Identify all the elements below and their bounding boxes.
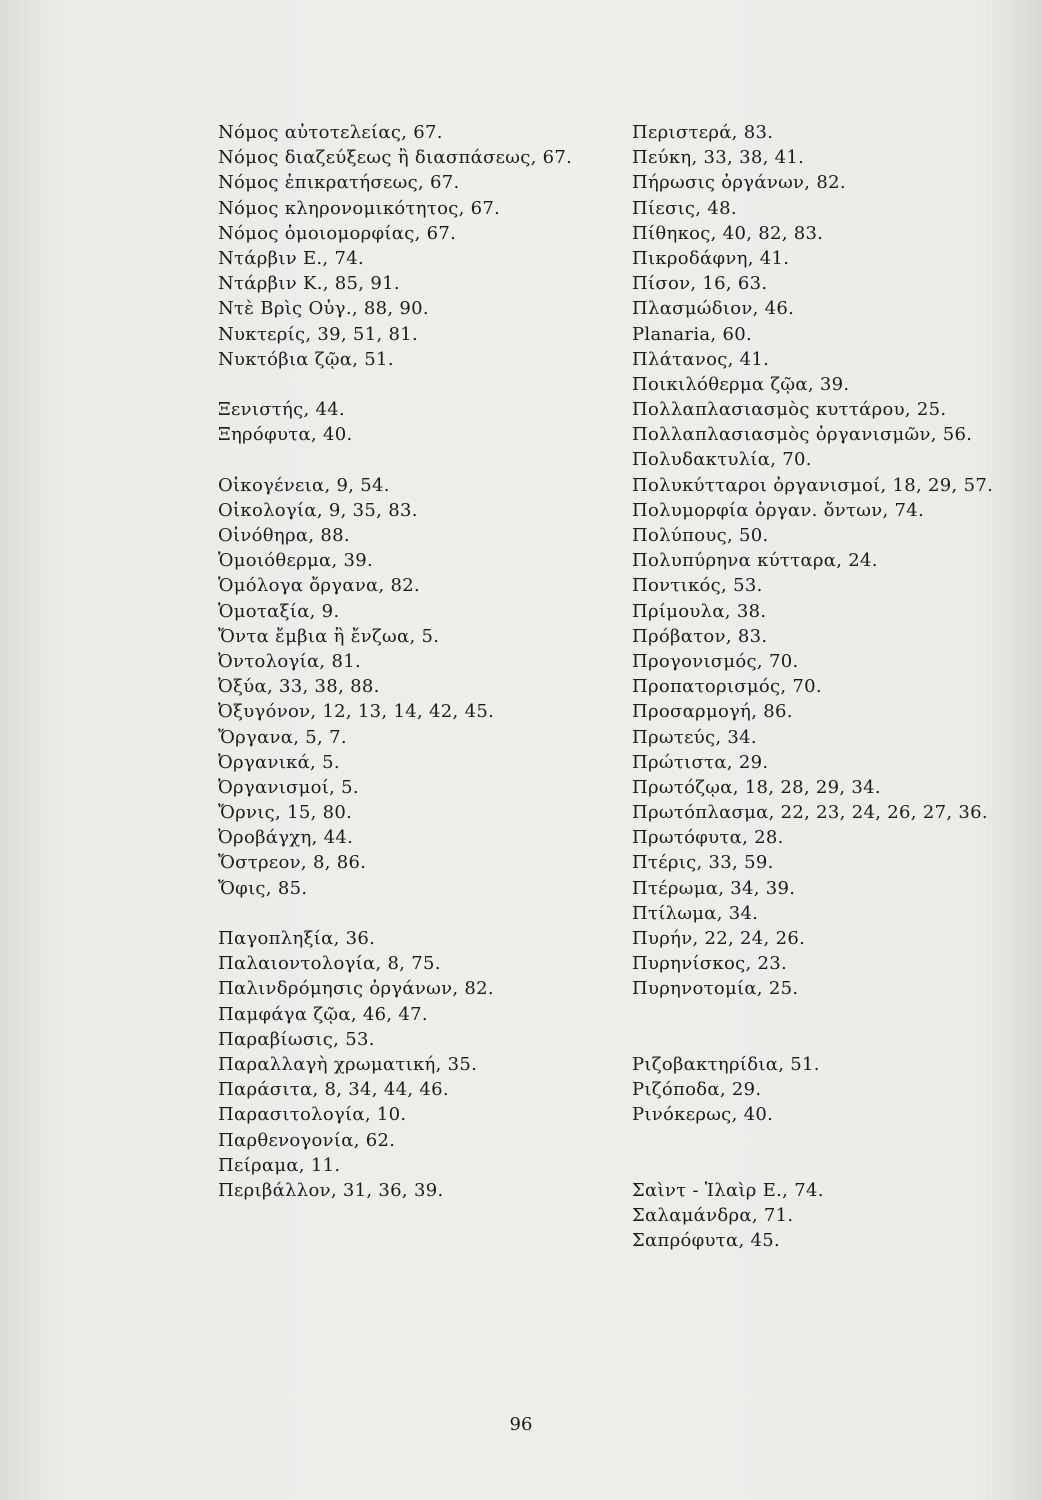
index-entry: Ὀροβάγχη, 44.	[218, 827, 354, 849]
index-entry: Πτέρις, 33, 59.	[632, 852, 774, 874]
index-entry: Περιστερά, 83.	[632, 122, 774, 143]
index-entry: Πίεσις, 48.	[632, 197, 737, 219]
index-entry: Πτίλωμα, 34.	[632, 902, 759, 924]
index-entry: Πρωτόφυτα, 28.	[632, 827, 784, 849]
index-entry: Σαὶντ - Ἱλαὶρ Ε., 74.	[632, 1179, 824, 1201]
index-entry: Πυρηνοτομία, 25.	[632, 978, 799, 1000]
index-entry: Οἰκογένεια, 9, 54.	[218, 474, 390, 496]
index-entry: Ὁμοιόθερμα, 39.	[218, 550, 374, 572]
index-entry: Προπατορισμός, 70.	[632, 676, 822, 698]
index-spacer	[218, 372, 618, 397]
index-entry: Παλινδρόμησις ὀργάνων, 82.	[218, 978, 494, 1000]
index-entry: Ὀξυγόνον, 12, 13, 14, 42, 45.	[218, 701, 495, 723]
index-entry: Πήρωσις ὀργάνων, 82.	[632, 172, 846, 194]
index-entry: Νόμος κληρονομικότητος, 67.	[218, 197, 501, 219]
index-entry: Νόμος ἐπικρατήσεως, 67.	[218, 172, 460, 194]
index-spacer	[632, 1128, 1037, 1153]
index-spacer	[632, 1002, 1037, 1027]
index-entry: Οἰνόθηρα, 88.	[218, 525, 350, 546]
index-entry: Ντὲ Βρὶς Οὐγ., 88, 90.	[218, 298, 429, 320]
index-entry: Πολυμορφία ὀργαν. ὄντων, 74.	[632, 499, 925, 521]
index-entry: Πλασμώδιον, 46.	[632, 298, 795, 320]
index-entry: Ποντικός, 53.	[632, 575, 763, 597]
index-entry: Ὀργανισμοί, 5.	[218, 776, 359, 798]
index-entry: Οἰκολογία, 9, 35, 83.	[218, 499, 418, 521]
index-entry: Πρωτόζῳα, 18, 28, 29, 34.	[632, 776, 881, 798]
index-entry: Νόμος διαζεύξεως ἢ διασπάσεως, 67.	[218, 147, 573, 169]
index-entry: Πολύπους, 50.	[632, 525, 769, 546]
index-entry: Προγονισμός, 70.	[632, 650, 799, 672]
index-entry: Πεύκη, 33, 38, 41.	[632, 147, 805, 169]
index-entry: Πικροδάφνη, 41.	[632, 247, 790, 269]
page-number: 96	[509, 1414, 533, 1435]
index-entry: Ὄφις, 85.	[218, 877, 308, 899]
index-entry: Ξενιστής, 44.	[218, 399, 346, 421]
index-entry: Ριζοβακτηρίδια, 51.	[632, 1053, 820, 1075]
index-column-left	[218, 120, 618, 1203]
index-entry: Πίσον, 16, 63.	[632, 273, 768, 295]
index-entry: Πολλαπλασιασμὸς ὀργανισμῶν, 56.	[632, 424, 973, 446]
index-entry: Παράσιτα, 8, 34, 44, 46.	[218, 1079, 449, 1101]
index-entry: Νυκτερίς, 39, 51, 81.	[218, 323, 419, 345]
index-entry: Πρωτόπλασμα, 22, 23, 24, 26, 27, 36.	[632, 802, 988, 824]
index-entry: Πυρηνίσκος, 23.	[632, 953, 788, 975]
index-entry: Πυρήν, 22, 24, 26.	[632, 928, 806, 949]
index-entry: Παγοπληξία, 36.	[218, 928, 376, 949]
index-entry: Ὁμόλογα ὄργανα, 82.	[218, 575, 421, 597]
index-entry: Παραβίωσις, 53.	[218, 1028, 375, 1050]
index-entry: Πρόβατον, 83.	[632, 625, 768, 647]
index-entry: Πείραμα, 11.	[218, 1154, 341, 1176]
index-spacer	[218, 447, 618, 472]
index-entry: Ὄστρεον, 8, 86.	[218, 852, 367, 874]
index-entry: Ρινόκερως, 40.	[632, 1104, 774, 1126]
index-entry: Παραλλαγὴ χρωματική, 35.	[218, 1053, 478, 1075]
index-entry: Ὀντολογία, 81.	[218, 650, 361, 672]
index-entry: Νόμος ὁμοιομορφίας, 67.	[218, 222, 457, 244]
index-entry: Σαλαμάνδρα, 71.	[632, 1205, 794, 1227]
index-spacer	[632, 1027, 1037, 1052]
index-entry: Πλάτανος, 41.	[632, 348, 770, 370]
index-spacer	[218, 901, 618, 926]
index-column-right	[632, 120, 1037, 1253]
index-entry: Προσαρμογή, 86.	[632, 701, 793, 723]
index-entry: Παμφάγα ζῷα, 46, 47.	[218, 1003, 428, 1025]
index-entry: Ὄργανα, 5, 7.	[218, 726, 347, 748]
index-entry: Παρασιτολογία, 10.	[218, 1104, 407, 1126]
index-entry: Ὄρνις, 15, 80.	[218, 802, 353, 824]
index-entry: Πρώτιστα, 29.	[632, 751, 769, 773]
index-entry: Περιβάλλον, 31, 36, 39.	[218, 1179, 444, 1201]
index-entry: Πολυδακτυλία, 70.	[632, 449, 812, 471]
index-entry: Πολυκύτταροι ὀργανισμοί, 18, 29, 57.	[632, 474, 994, 496]
index-entry: Ντάρβιν Ε., 74.	[218, 247, 365, 269]
index-entry: Ντάρβιν Κ., 85, 91.	[218, 273, 400, 295]
index-entry: Παρθενογονία, 62.	[218, 1129, 396, 1151]
index-entry: Νυκτόβια ζῷα, 51.	[218, 348, 394, 370]
index-entry: Ὁμοταξία, 9.	[218, 600, 340, 622]
index-entry: Ὀξύα, 33, 38, 88.	[218, 676, 380, 698]
index-entry: Πολυπύρηνα κύτταρα, 24.	[632, 550, 878, 572]
index-spacer	[632, 1153, 1037, 1178]
index-entry: Πρίμουλα, 38.	[632, 600, 767, 622]
index-entry: Ριζόποδα, 29.	[632, 1079, 762, 1101]
index-entry: Πολλαπλασιασμὸς κυττάρου, 25.	[632, 399, 947, 421]
index-entry: Σαπρόφυτα, 45.	[632, 1230, 781, 1252]
index-entry: Πίθηκος, 40, 82, 83.	[632, 222, 824, 244]
index-entry: Ὄντα ἔμβια ἢ ἔνζωα, 5.	[218, 625, 440, 647]
index-entry: Ποικιλόθερμα ζῷα, 39.	[632, 373, 850, 395]
index-entry: Ξηρόφυτα, 40.	[218, 424, 353, 446]
index-entry: Νόμος αὐτοτελείας, 67.	[218, 122, 443, 143]
index-entry: Planaria, 60.	[632, 323, 752, 345]
index-entry: Πρωτεύς, 34.	[632, 726, 757, 748]
index-entry: Πτέρωμα, 34, 39.	[632, 877, 796, 899]
index-entry: Ὀργανικά, 5.	[218, 751, 340, 773]
index-entry: Παλαιοντολογία, 8, 75.	[218, 953, 441, 975]
